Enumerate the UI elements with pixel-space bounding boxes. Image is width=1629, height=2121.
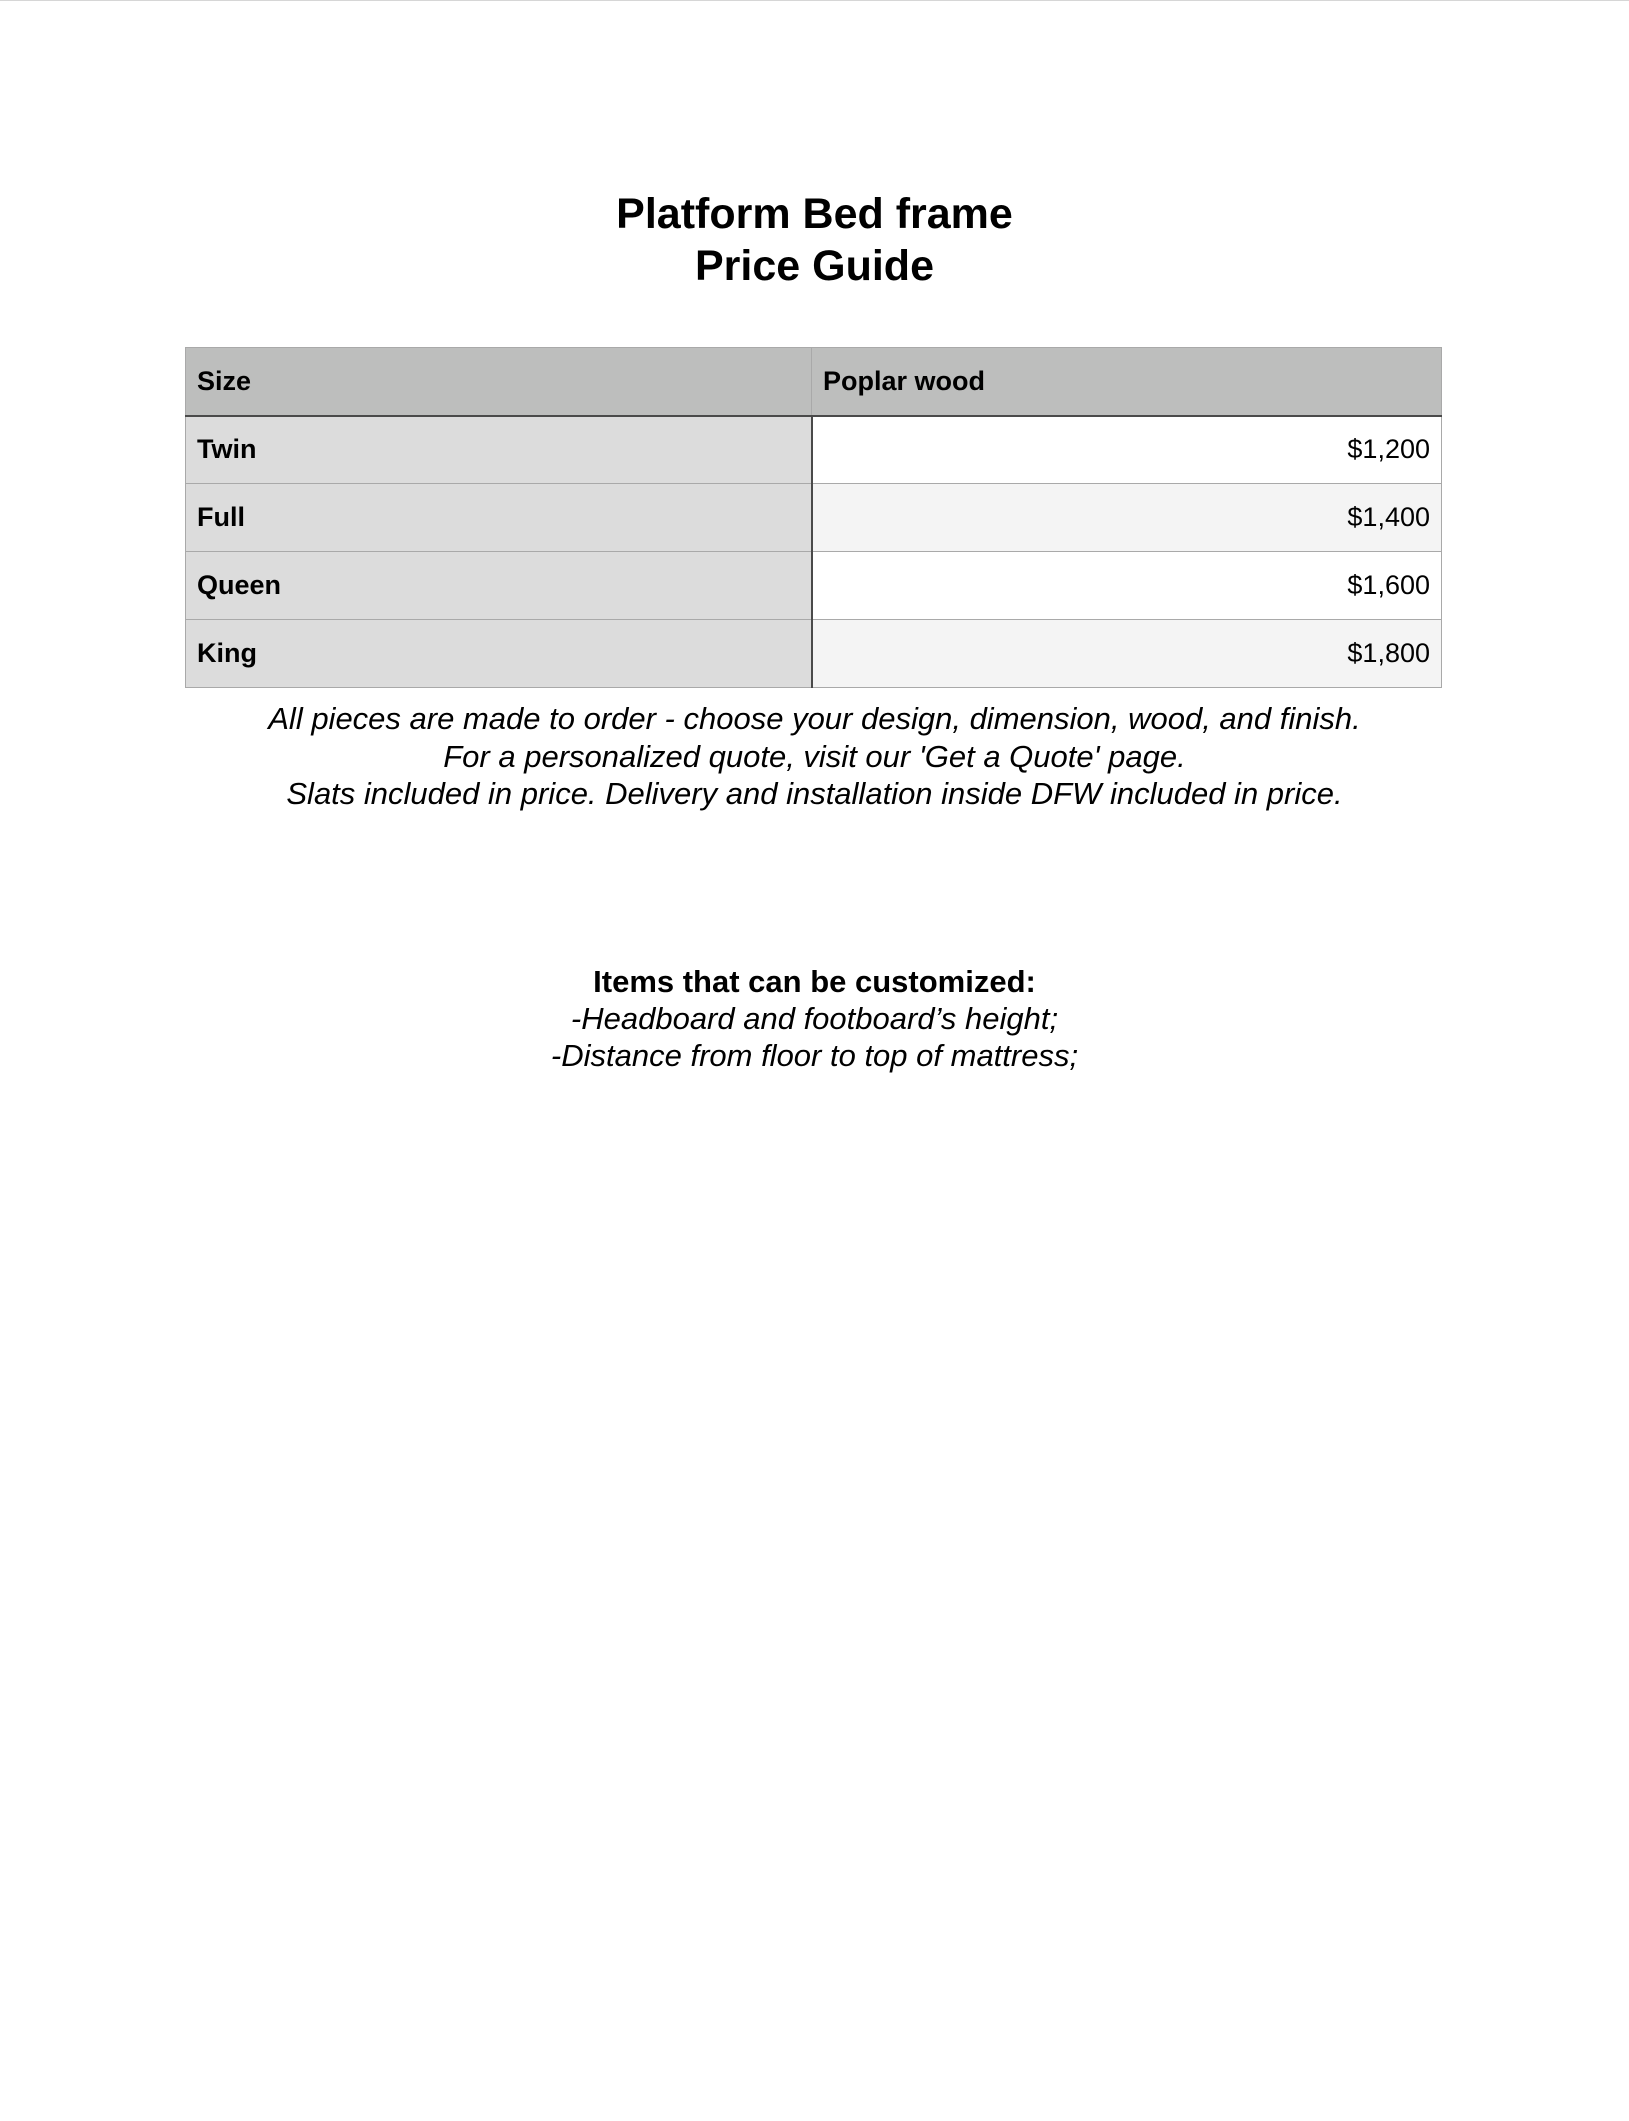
price-cell: $1,800 xyxy=(812,620,1442,688)
column-header-size: Size xyxy=(186,348,812,416)
price-cell: $1,600 xyxy=(812,552,1442,620)
customization-item: -Distance from floor to top of mattress; xyxy=(550,1038,1079,1073)
column-header-poplar-wood: Poplar wood xyxy=(812,348,1442,416)
price-cell: $1,400 xyxy=(812,484,1442,552)
customization-heading: Items that can be customized: xyxy=(593,964,1036,999)
table-row xyxy=(186,552,1442,620)
customization-section xyxy=(0,963,1629,1074)
page-title xyxy=(0,188,1629,292)
price-table xyxy=(185,347,1442,688)
page-title-line-1: Platform Bed frame xyxy=(616,190,1013,238)
size-cell: Twin xyxy=(186,416,812,484)
size-cell: Queen xyxy=(186,552,812,620)
price-cell: $1,200 xyxy=(812,416,1442,484)
table-row xyxy=(186,484,1442,552)
note-line: Slats included in price. Delivery and installation inside DFW included in price. xyxy=(286,776,1343,811)
customization-item: -Headboard and footboard’s height; xyxy=(570,1001,1059,1036)
page-title-line-2: Price Guide xyxy=(695,242,934,290)
page-top-divider xyxy=(0,0,1629,1)
order-notes xyxy=(0,700,1629,813)
table-row xyxy=(186,620,1442,688)
note-line: All pieces are made to order - choose your design, dimension, wood, and finish. xyxy=(268,701,1361,736)
note-line: For a personalized quote, visit our 'Get a Quote' page. xyxy=(443,738,1186,774)
table-row xyxy=(186,416,1442,484)
size-cell: King xyxy=(186,620,812,688)
table-header-row xyxy=(186,348,1442,416)
size-cell: Full xyxy=(186,484,812,552)
